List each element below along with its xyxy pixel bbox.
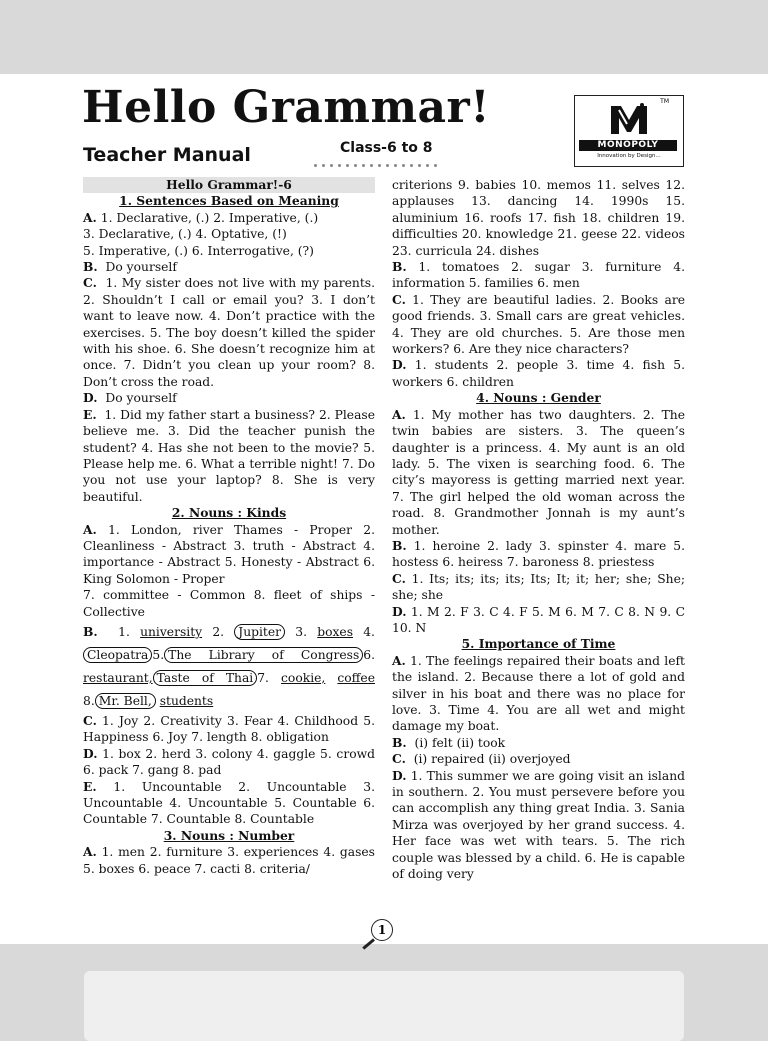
manual-subtitle: Teacher Manual	[83, 144, 251, 166]
label-c: C.	[392, 751, 406, 767]
label-b: B.	[392, 259, 407, 275]
section-heading-3-text: 3. Nouns : Number	[163, 827, 295, 843]
num: 6.	[363, 647, 375, 662]
label-a: A.	[83, 521, 97, 537]
circled-word: Cleopatra	[83, 647, 152, 663]
label-d: D.	[83, 745, 98, 761]
label-c: C.	[392, 570, 406, 586]
circled-word: Mr. Bell,	[95, 693, 156, 709]
answer-a4-text: 1. My mother has two daughters. 2. The twin babies are sisters. 3. The queen’s daughter is a princess. 4. My aunt is an old lady. 5. The vixen is searching food. 6. The city’s mayoress is getting married next year. 7. The girl helped the old woman across the road. 8. Grandmother Jonnah is my aunt’s mother.	[392, 407, 685, 537]
label-a: A.	[392, 652, 406, 668]
answer-b4	[392, 538, 685, 571]
underlined-word: coffee	[337, 670, 375, 685]
answer-a1-line1: 1. Declarative, (.) 2. Imperative, (.)	[100, 210, 319, 225]
book-title: Hello Grammar!	[82, 82, 491, 133]
answer-d4	[392, 604, 685, 637]
page-number-badge	[358, 916, 398, 946]
num: 5.	[152, 647, 165, 662]
num: 7.	[257, 670, 269, 685]
num: 1.	[118, 624, 130, 639]
next-page-preview	[84, 971, 684, 1041]
answer-c4-text: 1. Its; its; its; its; Its; It; it; her; she; She; she; she	[392, 571, 685, 603]
section-heading-4-text: 4. Nouns : Gender	[476, 390, 601, 406]
answer-b5	[392, 735, 685, 751]
circled-word: Taste of Thai	[153, 670, 258, 686]
section-heading-1-text: 1. Sentences Based on Meaning	[119, 193, 339, 209]
label-b: B.	[392, 537, 407, 553]
num: 3.	[295, 624, 307, 639]
label-a: A.	[83, 209, 97, 225]
answer-d4-text: 1. M 2. F 3. C 4. F 5. M 6. M 7. C 8. N 9. C 10. N	[392, 604, 685, 635]
trademark-mark: TM	[660, 98, 669, 105]
answer-d5	[392, 768, 685, 883]
answer-a4	[392, 407, 685, 538]
answer-c1-text: 1. My sister does not live with my parents. 2. Shouldn’t I call or email you? 3. I don’t want to leave now. 4. Don’t practice with the exercises. 5. The boy doesn’t killed the spider with his shoe. 6. She doesn’t recognize him at once. 7. Didn’t you clean up your room? 8. Don’t cross the road.	[83, 276, 375, 389]
answer-b3-text: 1. tomatoes 2. sugar 3. furniture 4. information 5. families 6. men	[392, 260, 685, 291]
answer-a1-line2: 3. Declarative, (.) 4. Optative, (!)	[83, 227, 287, 242]
answer-b1	[83, 259, 375, 275]
answer-d3	[392, 357, 685, 390]
underlined-word: cookie,	[281, 670, 326, 685]
monopoly-logo	[574, 95, 684, 167]
circled-word: Jupiter	[234, 624, 285, 640]
answer-c5-text: (i) repaired (ii) overjoyed	[413, 752, 571, 767]
num: 2.	[212, 624, 225, 639]
label-c: C.	[83, 712, 97, 728]
answer-a2	[83, 522, 375, 588]
answer-a5-text: 1. The feelings repaired their boats and left the island. 2. Because there a lot of gold and silver in his boat and there was no place for love. 3. Time 4. You are all wet and might damage my boat.	[392, 653, 685, 734]
answer-e1-text: 1. Did my father start a business? 2. Please believe me. 3. Did the teacher punish the student? 4. Has she not been to the movie? 5. Please help me. 6. What a terrible night! 7. Do you not use your laptop? 8. She is very beautiful.	[83, 407, 375, 504]
answer-c1	[83, 275, 375, 390]
answer-c3-text: 1. They are beautiful ladies. 2. Books are good friends. 3. Small cars are great vehicles. 4. They are old churches. 5. Are those men workers? 6. Are they nice characters?	[392, 292, 685, 357]
left-column	[83, 177, 375, 877]
answer-a3-text: 1. men 2. furniture 3. experiences 4. gases 5. boxes 6. peace 7. cacti 8. criteria/	[83, 845, 375, 876]
underlined-word: restaurant,	[83, 670, 153, 685]
answer-c3	[392, 292, 685, 358]
label-b: B.	[83, 259, 98, 275]
answer-b5-text: (i) felt (ii) took	[414, 735, 506, 750]
answer-b3	[392, 259, 685, 292]
underlined-word: boxes	[317, 624, 354, 639]
label-d: D.	[392, 603, 407, 619]
label-d: D.	[83, 390, 98, 406]
answer-a1	[83, 210, 375, 226]
answer-d1-text: Do yourself	[105, 391, 177, 406]
label-c: C.	[392, 291, 406, 307]
answer-b2	[83, 620, 375, 713]
circled-word: The Library of Congress	[164, 647, 363, 663]
label-d: D.	[392, 357, 407, 373]
section-heading-2-text: 2. Nouns : Kinds	[171, 505, 287, 521]
underlined-word: students	[159, 693, 214, 708]
label-c: C.	[83, 275, 97, 291]
dotted-divider	[314, 164, 444, 168]
num: 8.	[83, 693, 95, 708]
page-number: 1	[371, 919, 393, 941]
answer-d1	[83, 390, 375, 406]
num: 4.	[363, 624, 375, 639]
answer-a2-text: 1. London, river Thames - Proper 2. Cleanliness - Abstract 3. truth - Abstract 4. importance - Abstract 5. Honesty - Abstract 6. King Solomon - Proper	[83, 522, 375, 586]
label-e: E.	[83, 406, 97, 422]
answer-a2-cont: 7. committee - Common 8. fleet of ships - Collective	[83, 588, 375, 619]
section-heading-1	[83, 193, 375, 209]
logo-brand-name: MONOPOLY	[579, 140, 677, 151]
class-range: Class-6 to 8	[340, 140, 433, 156]
answer-d3-text: 1. students 2. people 3. time 4. fish 5. workers 6. children	[392, 358, 685, 389]
answer-c5	[392, 751, 685, 767]
magnifier-handle-icon	[362, 938, 375, 949]
label-a: A.	[83, 844, 97, 860]
answer-e1	[83, 407, 375, 505]
right-column	[392, 177, 685, 882]
answer-a1-line3: 5. Imperative, (.) 6. Interrogative, (?)	[83, 243, 314, 258]
underlined-word: university	[140, 624, 203, 639]
page-sheet	[0, 74, 768, 944]
monopoly-m-icon	[609, 102, 649, 136]
label-b: B.	[83, 623, 98, 639]
section-heading-5-text: 5. Importance of Time	[461, 636, 616, 652]
label-e: E.	[83, 778, 97, 794]
answer-c2-text: 1. Joy 2. Creativity 3. Fear 4. Childhood 5. Happiness 6. Joy 7. length 8. obligation	[83, 713, 375, 745]
answer-b1-text: Do yourself	[105, 260, 177, 275]
answer-e2-text: 1. Uncountable 2. Uncountable 3. Uncountable 4. Uncountable 5. Countable 6. Countable 7. Countable 8. Countable	[83, 779, 375, 827]
answer-d5-text: 1. This summer we are going visit an island in southern. 2. You must persevere before you can accomplish any thing great India. 3. Sania Mirza was overjoyed by her grand success. 4. Her face was wet with tears. 5. The rich couple was blessed by a child. 6. He is capable of doing very	[392, 768, 685, 882]
answer-a3-cont: criterions 9. babies 10. memos 11. selves 12. applauses 13. dancing 14. 1990s 15. aluminium 16. roofs 17. fish 18. children 19. difficulties 20. knowledge 21. geese 22. videos 23. curricula 24. dishes	[392, 178, 685, 258]
answer-c2	[83, 713, 375, 746]
section-heading-5	[392, 636, 685, 652]
section-heading-3	[83, 828, 375, 844]
answer-a5	[392, 653, 685, 735]
answer-e2	[83, 779, 375, 828]
section-heading-2	[83, 505, 375, 521]
answer-d2	[83, 746, 375, 779]
label-d: D.	[392, 767, 407, 783]
section-heading-4	[392, 390, 685, 406]
answer-d2-text: 1. box 2. herd 3. colony 4. gaggle 5. crowd 6. pack 7. gang 8. pad	[83, 746, 375, 778]
answer-c4	[392, 571, 685, 604]
logo-tagline: Innovation by Design...	[597, 153, 661, 159]
answer-a3	[83, 844, 375, 877]
answer-b4-text: 1. heroine 2. lady 3. spinster 4. mare 5. hostess 6. heiress 7. baroness 8. priestess	[392, 538, 685, 570]
label-b: B.	[392, 734, 407, 750]
label-a: A.	[392, 406, 406, 422]
section-band: Hello Grammar!-6	[83, 177, 375, 193]
